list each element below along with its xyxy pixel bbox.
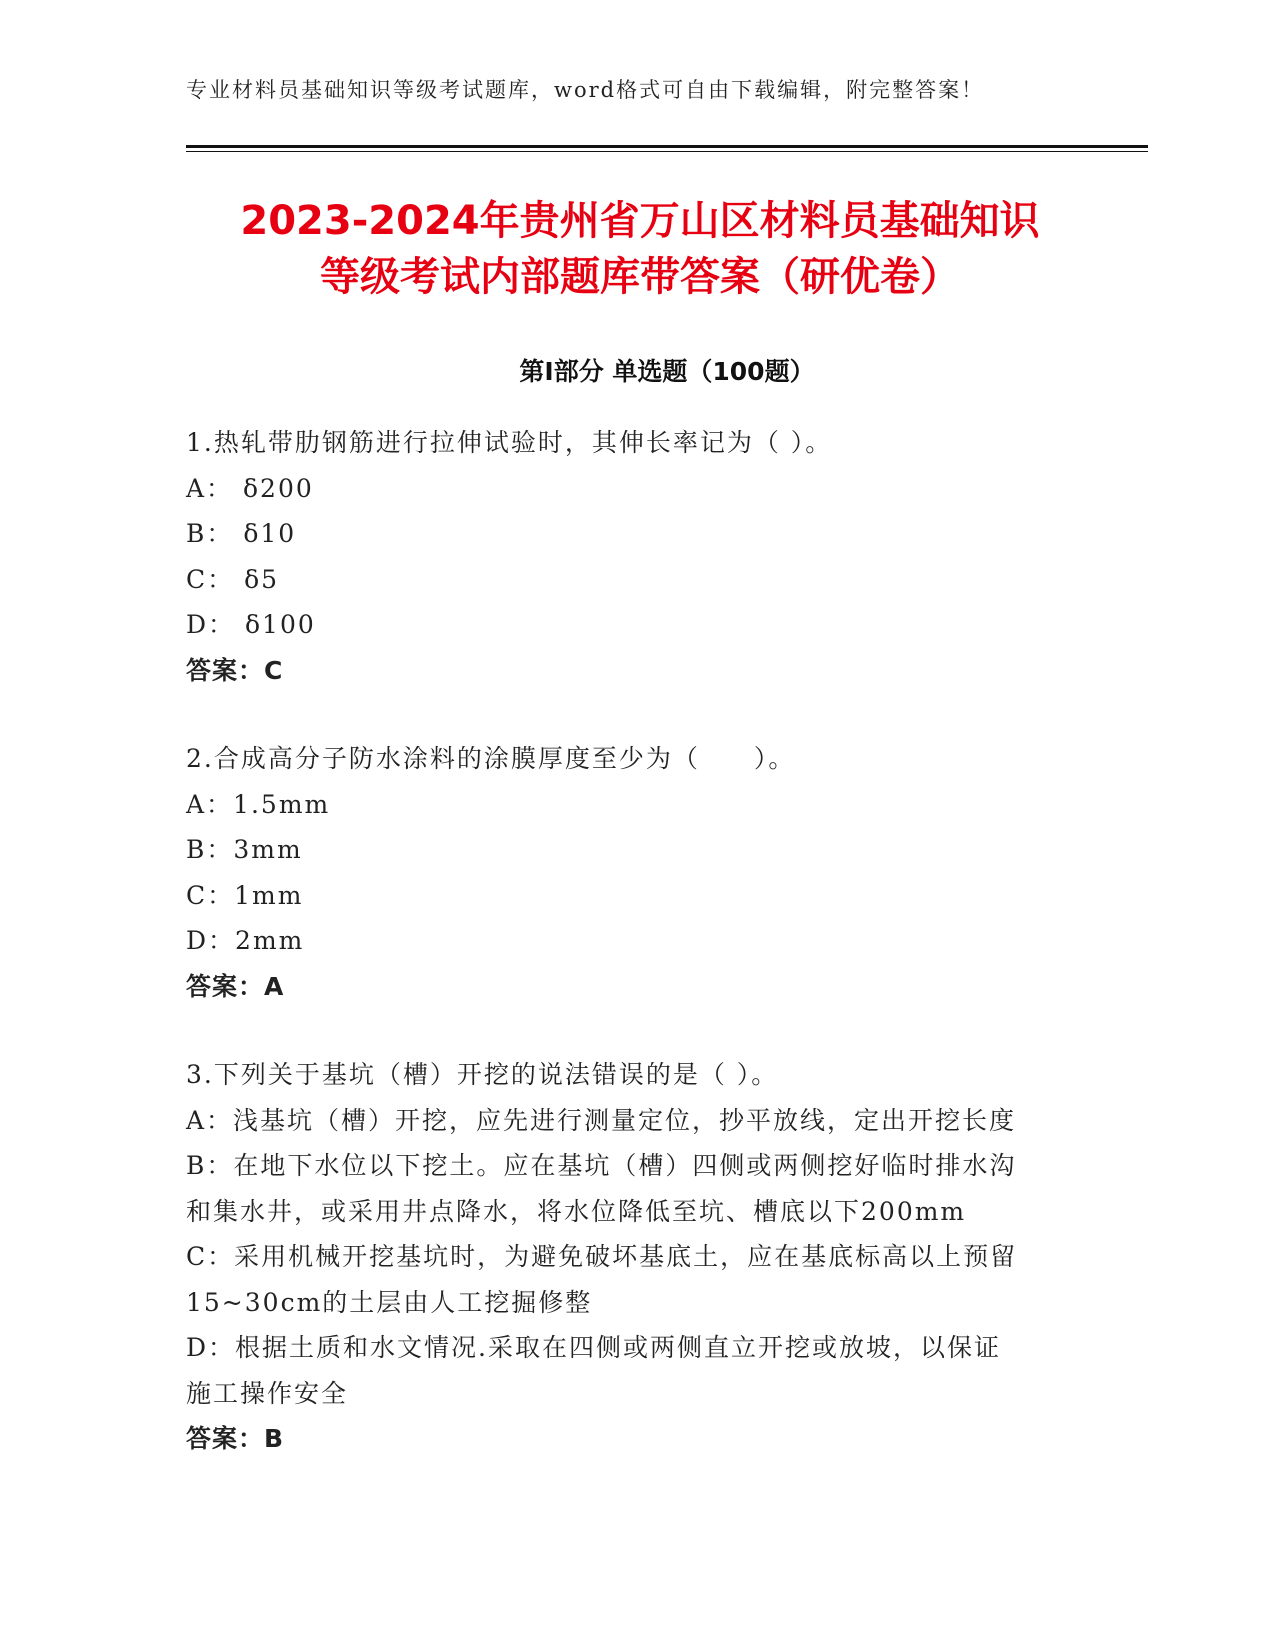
question-1-stem: 1.热轧带肋钢筋进行拉伸试验时，其伸长率记为（ ）。 — [186, 428, 833, 457]
question-3-option-b-line-1: B：在地下水位以下挖土。应在基坑（槽）四侧或两侧挖好临时排水沟 — [186, 1151, 1017, 1180]
question-2-option-c: C：1mm — [186, 880, 304, 910]
page-header-text: 专业材料员基础知识等级考试题库，word格式可自由下载编辑，附完整答案！ — [186, 78, 985, 102]
question-1-option-d: D： δ100 — [186, 610, 316, 639]
question-1-option-a: A： δ200 — [186, 473, 314, 503]
question-3-stem: 3.下列关于基坑（槽）开挖的说法错误的是（ ）。 — [186, 1060, 779, 1089]
question-3-option-a: A：浅基坑（槽）开挖，应先进行测量定位，抄平放线，定出开挖长度 — [186, 1105, 1017, 1135]
question-2 — [186, 736, 1086, 1009]
question-3-option-d-line-2: 施工操作安全 — [186, 1378, 349, 1408]
question-2-stem: 2.合成高分子防水涂料的涂膜厚度至少为（ ）。 — [186, 744, 796, 773]
question-2-answer: 答案：A — [186, 971, 285, 1001]
question-2-option-d: D：2mm — [186, 926, 305, 955]
question-3-option-c-line-2: 15~30cm的土层由人工挖掘修整 — [186, 1287, 593, 1317]
question-3-option-c-line-1: C：采用机械开挖基坑时，为避免破坏基底土，应在基底标高以上预留 — [186, 1242, 1018, 1271]
question-2-option-b: B：3mm — [186, 835, 303, 864]
document-title-line-2: 等级考试内部题库带答案（研优卷） — [320, 254, 960, 300]
question-1-option-b: B： δ10 — [186, 519, 297, 548]
header-rule-thick — [186, 145, 1148, 148]
question-3-option-d-line-1: D：根据土质和水文情况.采取在四侧或两侧直立开挖或放坡，以保证 — [186, 1333, 1001, 1362]
question-3-option-b-line-2: 和集水井，或采用井点降水，将水位降低至坑、槽底以下200mm — [186, 1196, 967, 1226]
question-3 — [186, 1052, 1086, 1462]
question-2-option-a: A：1.5mm — [186, 789, 331, 819]
document-title-line-1: 2023-2024年贵州省万山区材料员基础知识 — [240, 198, 1040, 244]
section-title: 第Ⅰ部分 单选题（100题） — [519, 357, 815, 386]
document-title — [140, 193, 1140, 305]
question-1 — [186, 420, 1086, 693]
header-rule-thin — [186, 151, 1148, 152]
question-3-answer: 答案：B — [186, 1424, 285, 1453]
question-1-option-c: C： δ5 — [186, 564, 280, 594]
question-1-answer: 答案：C — [186, 655, 284, 685]
